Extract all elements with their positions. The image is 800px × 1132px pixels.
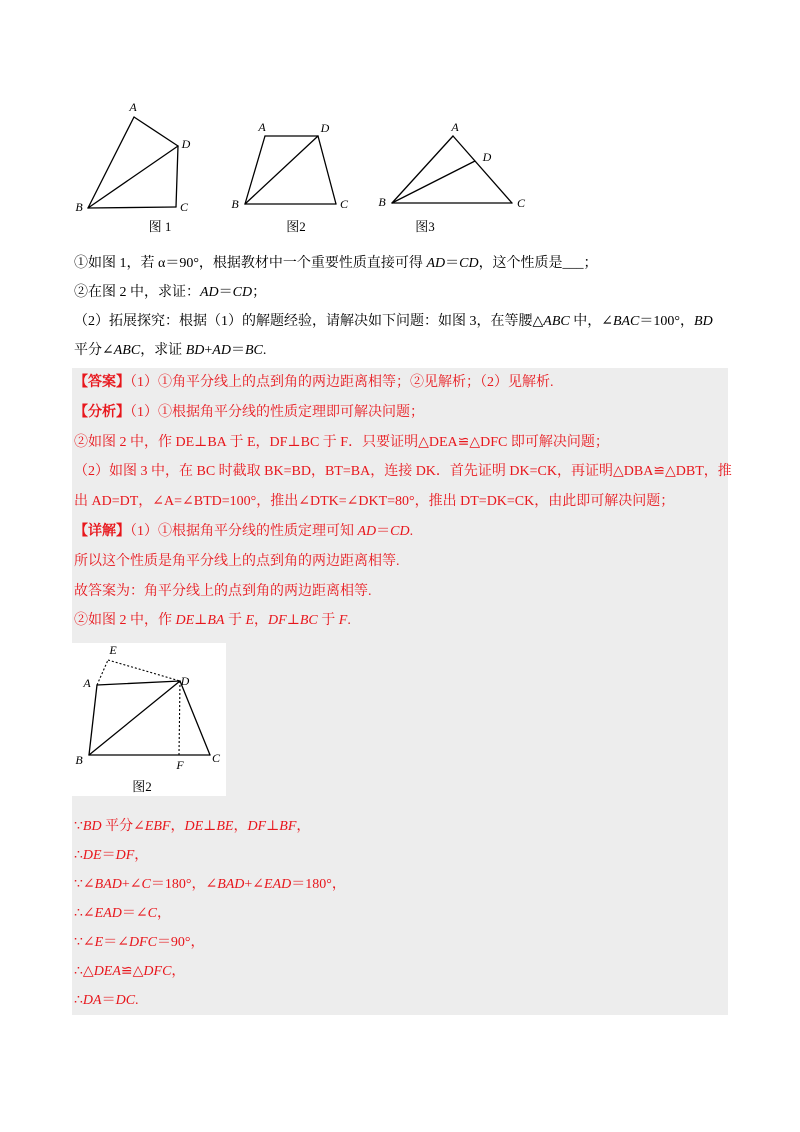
text-run: ＝ [230,343,245,358]
text-run: （1）①根据角平分线的性质定理可知 [130,523,358,539]
text-run: . [135,993,139,1009]
math-term: ABC [543,314,570,329]
text-run: ＝ [101,993,116,1009]
segment-dc [176,146,178,207]
text-run: ⊥ [194,613,208,629]
solution-line [74,606,728,636]
text-run: ， [254,613,269,629]
segment-bd [88,146,178,208]
math-term: BD [694,314,713,329]
solution-line [74,517,728,547]
proof-line [74,957,728,986]
figure-caption: 图3 [415,219,435,234]
section-tag: 【详解】 [74,523,130,539]
text-run: . [262,343,267,358]
figure-caption: 图2 [286,219,306,234]
math-term: AD [426,256,446,271]
math-term: EAD [264,877,292,893]
math-term: DF [115,848,135,864]
segment-bd [392,161,475,203]
math-term: E [94,935,104,951]
math-term: ABC [113,343,141,358]
text-run: 于 [317,613,339,629]
proof-line [74,899,728,928]
math-term: F [338,613,348,629]
text-run: 平分∠ [101,819,145,835]
figure-caption: 图2 [132,779,152,795]
math-term: BA [207,613,225,629]
text-run: ＝ [445,256,460,271]
math-term: DF [268,613,287,629]
point-label-d: D [181,137,191,151]
point-label-d: D [482,150,492,164]
text-run: ， [296,819,311,835]
segment-ad [97,681,180,685]
segment-ac [453,136,512,203]
text-run: . [347,613,351,629]
figure-3 [378,120,526,234]
solution-line [74,577,728,607]
text-run: + [204,343,213,358]
segment-dc [180,681,210,755]
point-label-c: C [339,197,349,211]
math-term: BC [244,343,263,358]
text-run: ≌△ [120,964,144,980]
segment-ba [88,117,134,208]
text-run: ＝ [218,285,233,300]
solution-panel [72,368,732,1015]
text-run: +∠ [244,877,265,893]
point-label-d: D [320,121,330,135]
math-term: DFC [143,964,172,980]
question-line [74,278,730,307]
point-label-f: F [176,758,184,773]
math-term: BD [82,819,102,835]
proof-line [74,870,728,899]
figure-1 [75,100,190,234]
text-run: （2）如图 3 中，在 BC 时截取 BK=BD，BT=BA，连接 DK．首先证明 DK=CK，再证明△DBA≌△DBT，推 [74,464,732,480]
text-run: ⊥ [203,819,217,835]
segment-dc [318,136,336,204]
text-run: ①如图 1，若 α＝90°，根据教材中一个重要性质直接可得 [74,256,427,271]
math-term: BD [185,343,205,358]
text-run: ②如图 2 中，作 DE⊥BA 于 E，DF⊥BC 于 F．只要证明△DEA≌△DFC 即可解决问题； [74,434,609,450]
text-run: （1）①根据角平分线的性质定理即可解决问题； [130,404,424,420]
math-term: DE [82,848,102,864]
math-term: C [141,877,151,893]
math-term: DE [184,819,204,835]
math-term: BF [279,819,297,835]
point-label-b: B [75,753,83,768]
text-run: ∵∠ [74,935,95,951]
math-term: DE [175,613,195,629]
text-run: ， [134,848,149,864]
solution-line [74,457,732,487]
text-run: ∴∠ [74,906,95,922]
text-run: ＝ [101,848,116,864]
math-term: BAD [217,877,245,893]
text-run: ， [233,819,248,835]
text-run: . [409,523,414,539]
point-label-b: B [378,195,386,209]
text-run: 所以这个性质是角平分线上的点到角的两边距离相等. [74,553,400,569]
question-line [74,336,730,365]
math-term: AD [357,523,377,539]
text-run: ∴ [74,848,83,864]
text-run: ⊥ [286,613,300,629]
point-label-d: D [180,674,190,689]
point-label-a: A [129,100,137,114]
text-run: ＝100°， [639,314,695,329]
dotted-ed [108,660,180,681]
segment-ab [89,685,97,755]
math-term: BE [216,819,234,835]
segment-bc [88,207,176,208]
segment-bd [245,136,318,204]
text-run: ， [156,906,171,922]
point-label-c: C [516,196,526,210]
math-term: DA [82,993,102,1009]
point-label-a: A [83,676,91,691]
math-term: CD [390,523,410,539]
section-tag: 【答案】 [74,375,130,390]
top-figures [0,0,800,245]
text-run: ＝ [376,523,391,539]
proof-line [74,841,728,870]
text-run: ＝180°，∠ [150,877,218,893]
text-run: ⊥ [266,819,280,835]
point-label-b: B [75,200,83,214]
point-label-c: C [211,751,221,766]
text-run: 故答案为：角平分线上的点到角的两边距离相等. [74,583,372,599]
question-line [74,307,730,336]
solution-text-after-figure [72,812,728,1015]
math-term: CD [459,256,479,271]
text-run: ∵ [74,819,83,835]
text-run: ，这个性质是___； [478,256,598,271]
point-label-c: C [179,200,189,214]
math-term: DC [115,993,136,1009]
math-term: DFC [128,935,157,951]
solution-figure [72,643,226,796]
text-run: ＝∠ [103,935,129,951]
text-run: ＝180°， [291,877,346,893]
point-label-e: E [109,643,117,658]
text-run: ，求证 [140,343,186,358]
math-term: DEA [93,964,121,980]
math-term: DF [247,819,267,835]
math-term: BC [299,613,318,629]
math-term: E [245,613,255,629]
text-run: ， [170,819,185,835]
figure-2 [231,120,349,234]
math-term: CD [232,285,253,300]
point-label-a: A [451,120,459,134]
segment-bd [89,681,180,755]
solution-line [74,428,728,458]
question-line [74,249,730,278]
text-run: ， [171,964,186,980]
proof-line [74,986,728,1015]
math-term: EBF [144,819,171,835]
text-run: ∵∠ [74,877,95,893]
figure-caption: 图 1 [148,219,172,234]
proof-line [74,928,728,957]
text-run: 中，∠ [569,314,613,329]
math-term: AD [200,285,219,300]
text-run: ∴△ [74,964,94,980]
proof-line [74,812,728,841]
text-run: +∠ [121,877,142,893]
solution-text-before-figure [72,368,732,636]
solution-line [74,368,728,398]
text-run: 出 AD=DT，∠A=∠BTD=100°，推出∠DTK=∠DKT=80°，推出 DT=DK=CK，由此即可解决问题； [74,494,675,510]
dotted-ae [97,660,108,685]
math-term: EAD [94,906,122,922]
text-run: 于 [224,613,246,629]
text-run: 平分∠ [74,343,114,358]
math-term: BAC [612,314,640,329]
text-run: ②在图 2 中，求证： [74,285,200,300]
math-term: C [147,906,157,922]
text-run: （2）拓展探究：根据（1）的解题经验，请解决如下问题：如图 3，在等腰△ [74,314,544,329]
solution-line [74,398,728,428]
point-label-a: A [258,120,266,134]
text-run: ∴ [74,993,83,1009]
dotted-df [179,681,180,755]
text-run: ； [252,285,267,300]
math-term: BAD [94,877,122,893]
text-run: ②如图 2 中，作 [74,613,176,629]
math-term: AD [212,343,231,358]
segment-ba [392,136,453,203]
solution-line [74,487,728,517]
text-run: ＝90°， [156,935,205,951]
text-run: ＝∠ [121,906,148,922]
section-tag: 【分析】 [74,404,130,420]
segment-ad [134,117,178,146]
question-text [72,249,730,365]
point-label-b: B [231,197,239,211]
solution-line [74,547,728,577]
text-run: （1）①角平分线上的点到角的两边距离相等；②见解析；（2）见解析. [130,375,554,390]
